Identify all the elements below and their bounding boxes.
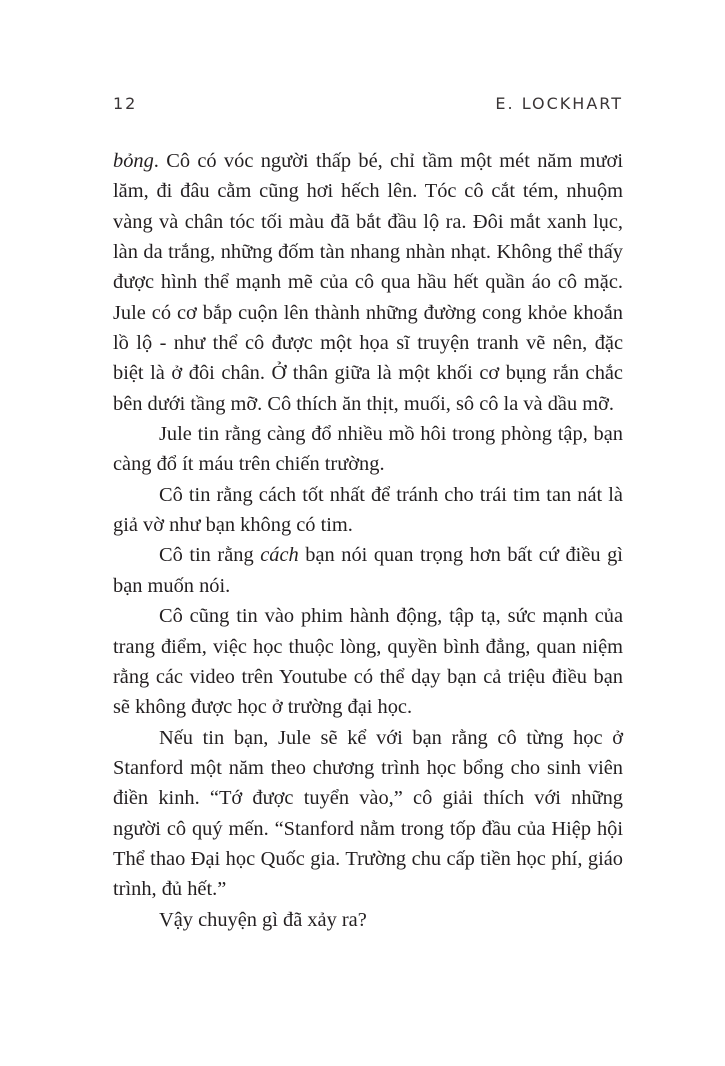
paragraph-3: Cô tin rằng cách tốt nhất để tránh cho trái tim tan nát là giả vờ như bạn không có tim.: [113, 483, 623, 537]
page-header: [113, 94, 623, 120]
paragraph-2: Jule tin rằng càng đổ nhiều mồ hôi trong phòng tập, bạn càng đổ ít máu trên chiến trường.: [113, 423, 623, 476]
paragraph-text: . Cô có vóc người thấp bé, chỉ tầm một mét năm mươi lăm, đi đâu cằm cũng hơi hếch lên. Tóc cô cắt tém, nhuộm vàng và chân tóc tối màu đã bắt đầu lộ ra. Đôi mắt xanh lục, làn da trắng, những đốm tàn nhang nhàn nhạt. Không thể thấy được hình thể mạnh mẽ của cô qua hầu hết quần áo cô mặc. Jule có cơ bắp cuộn lên thành những đường cong khỏe khoắn lồ lộ - như thể cô được một họa sĩ truyện tranh vẽ nên, đặc biệt là ở đôi chân. Ở thân giữa là một khối cơ bụng rắn chắc bên dưới tầng mỡ. Cô thích ăn thịt, muối, sô cô la và dầu mỡ.: [113, 150, 623, 415]
paragraph-7: Vậy chuyện gì đã xảy ra?: [159, 908, 367, 931]
paragraph-text: Cô tin rằng: [159, 544, 261, 567]
italic-word: bỏng: [113, 150, 154, 172]
italic-word: cách: [260, 544, 299, 567]
paragraph-5: Cô cũng tin vào phim hành động, tập tạ, sức mạnh của trang điểm, việc học thuộc lòng, quyền bình đẳng, quan niệm rằng các video trên Youtube có thể dạy bạn cả triệu điều bạn sẽ không được học ở trường đại học.: [113, 605, 623, 719]
paragraph-4: [113, 540, 623, 601]
running-head-author: E. LOCKHART: [495, 94, 623, 113]
paragraph-6: Nếu tin bạn, Jule sẽ kể với bạn rằng cô từng học ở Stanford một năm theo chương trình học bổng cho sinh viên điền kinh. “Tớ được tuyển vào,” cô giải thích với những người cô quý mến. “Stanford nằm trong tốp đầu của Hiệp hội Thể thao Đại học Quốc gia. Trường chu cấp tiền học phí, giáo trình, đủ hết.”: [113, 726, 623, 901]
body-text: [113, 146, 623, 935]
paragraph-text: bạn nói quan trọng hơn bất cứ điều gì bạn muốn nói.: [113, 544, 623, 597]
page-number: 12: [113, 94, 138, 113]
paragraph-1: [113, 146, 623, 419]
